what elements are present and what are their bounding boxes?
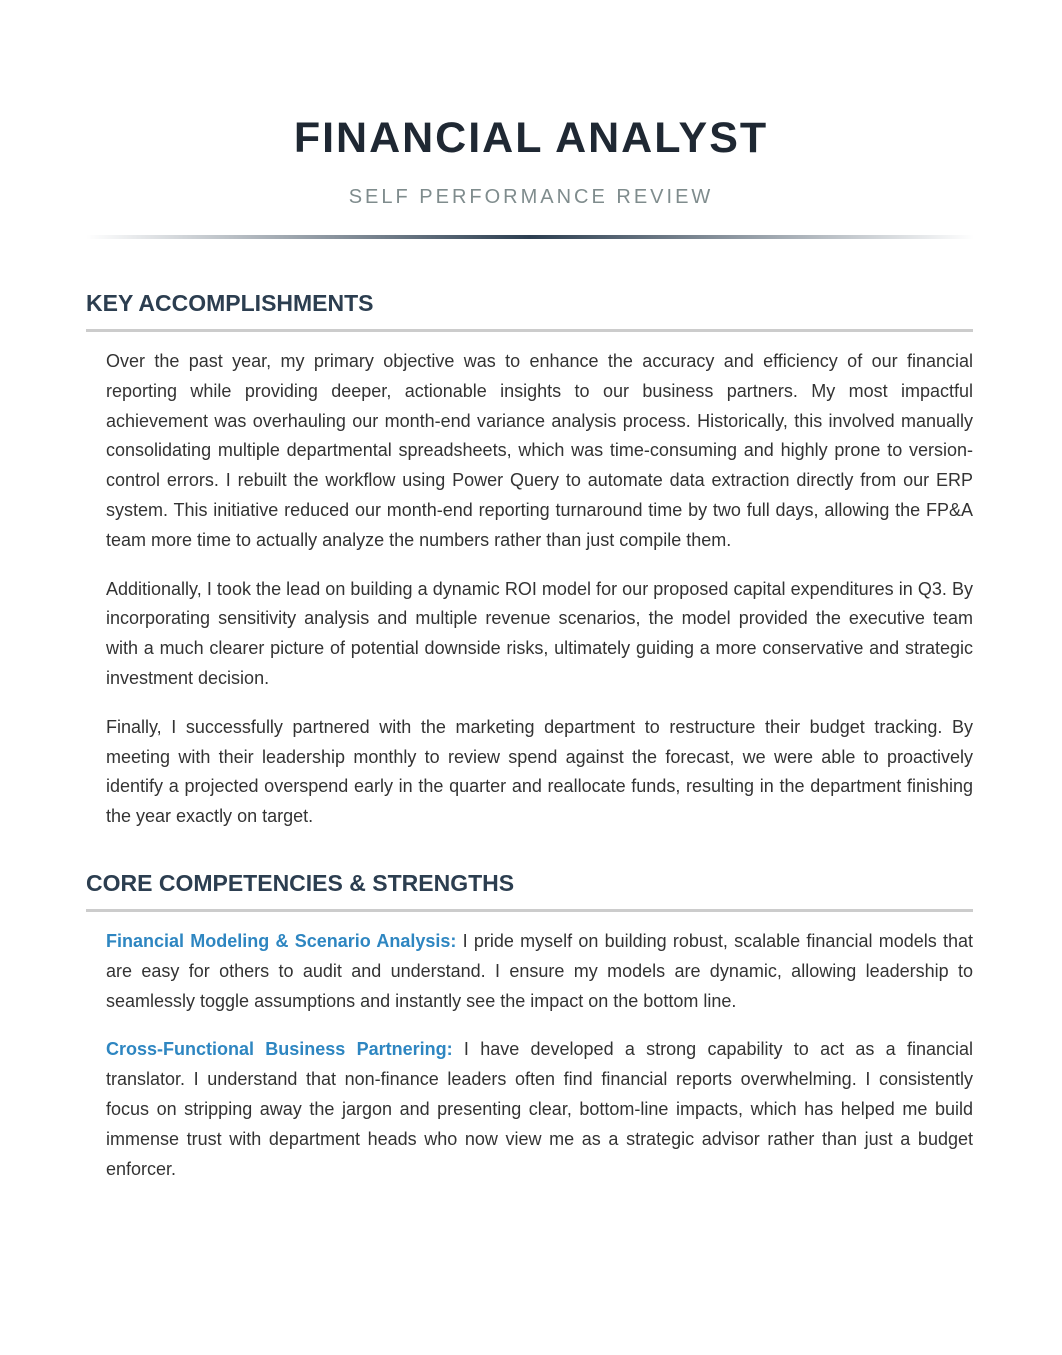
accomplishment-paragraph: Finally, I successfully partnered with the marketing department to restructure their budget tracking. By meeting with their leadership monthly to review spend against the forecast, we were able to proactively identify a projected overspend early in the quarter and reallocate funds, resulting in the department finishing the year exactly on target.: [106, 716, 973, 827]
competency-item: [106, 927, 973, 1016]
competency-term: Financial Modeling & Scenario Analysis:: [106, 931, 457, 951]
page-title: FINANCIAL ANALYST: [293, 114, 769, 162]
competency-description: I have developed a strong capability to act as a financial translator. I understand that non-finance leaders often find financial reports overwhelming. I consistently focus on stripping away the jargon and presenting clear, bottom-line impacts, which has helped me build immense trust with department heads who now view me as a strategic advisor rather than just a budget enforcer.: [106, 1039, 973, 1179]
accomplishment-paragraph: Over the past year, my primary objective was to enhance the accuracy and efficiency of our financial reporting while providing deeper, actionable insights to our business partners. My most impactful achievement was overhauling our month-end variance analysis process. Historically, this involved manually consolidating multiple departmental spreadsheets, which was time-consuming and highly prone to version-control errors. I rebuilt the workflow using Power Query to automate data extraction directly from our ERP system. This initiative reduced our month-end reporting turnaround time by two full days, allowing the FP&A team more time to actually analyze the numbers rather than just compile them.: [106, 351, 973, 550]
accomplishment-paragraph: Additionally, I took the lead on building a dynamic ROI model for our proposed capital expenditures in Q3. By incorporating sensitivity analysis and multiple revenue scenarios, the model provided the executive team with a much clearer picture of potential downside risks, ultimately guiding a more conservative and strategic investment decision.: [106, 578, 973, 688]
section-heading-key-accomplishments: KEY ACCOMPLISHMENTS: [86, 290, 973, 332]
section-body-key-accomplishments: [106, 347, 973, 851]
competency-item: [106, 1035, 973, 1184]
header-divider: [86, 235, 974, 239]
section-heading-core-competencies: CORE COMPETENCIES & STRENGTHS: [86, 870, 973, 912]
competency-term: Cross-Functional Business Partnering:: [106, 1039, 453, 1060]
competency-description: I pride myself on building robust, scalable financial models that are easy for others to audit and understand. I ensure my models are dynamic, allowing leadership to seamlessly toggle assumptions and instantly see the impact on the bottom line.: [106, 931, 973, 1011]
section-body-core-competencies: [106, 927, 973, 1203]
page-subtitle: SELF PERFORMANCE REVIEW: [348, 186, 714, 208]
